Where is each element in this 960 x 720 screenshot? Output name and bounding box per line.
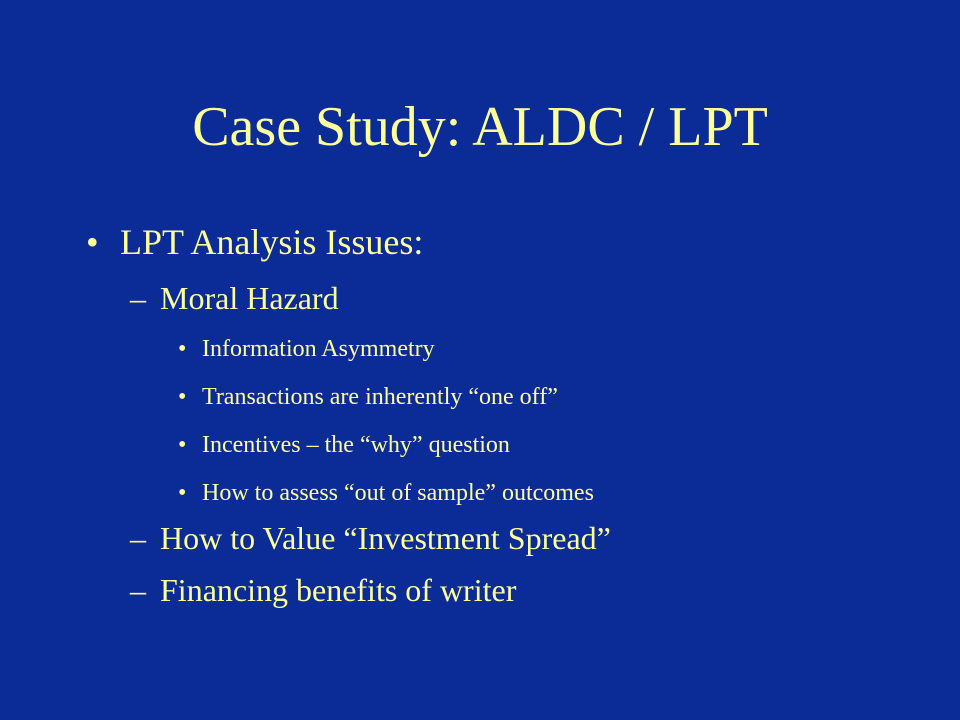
sub-item-text: How to Value “Investment Spread” (160, 520, 611, 556)
sub-item-moral-hazard (130, 278, 339, 318)
bullet-marker: • (178, 336, 187, 362)
main-bullet (86, 220, 423, 264)
point-text: Transactions are inherently “one off” (202, 384, 558, 410)
point-incentives (178, 430, 594, 478)
point-information-asymmetry (178, 334, 594, 382)
sub-item-investment-spread (130, 518, 611, 558)
sub-item-text: Financing benefits of writer (160, 572, 517, 608)
slide-title: Case Study: ALDC / LPT (192, 96, 768, 158)
bullet-marker: • (178, 480, 187, 506)
bullet-marker: • (178, 384, 187, 410)
point-one-off-transactions (178, 382, 594, 430)
bullet-marker: • (178, 432, 187, 458)
main-bullet-text: LPT Analysis Issues: (120, 222, 424, 262)
sub-item-financing-benefits (130, 570, 516, 610)
point-text: Incentives – the “why” question (202, 432, 510, 458)
point-text: How to assess “out of sample” outcomes (202, 480, 594, 506)
bullet-marker: • (86, 222, 99, 262)
dash-marker: – (130, 280, 146, 316)
point-text: Information Asymmetry (202, 336, 435, 362)
dash-marker: – (130, 572, 146, 608)
moral-hazard-points (178, 334, 594, 526)
sub-item-text: Moral Hazard (160, 280, 339, 316)
dash-marker: – (130, 520, 146, 556)
